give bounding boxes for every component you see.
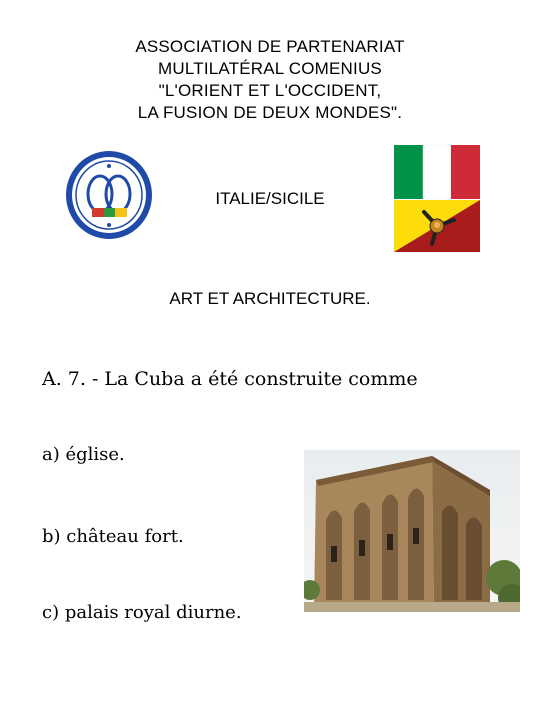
header-line-1: ASSOCIATION DE PARTENARIAT [135,37,405,56]
answer-option-a[interactable]: a) église. [42,444,125,465]
comenius-logo [64,150,154,240]
quiz-question: A. 7. - La Cuba a été construite comme [42,368,418,390]
header-line-4: LA FUSION DE DEUX MONDES". [137,103,403,122]
sicily-flag [394,200,480,252]
answer-option-c[interactable]: c) palais royal diurne. [42,602,242,623]
italy-flag [394,145,480,199]
header-line-3: "L'ORIENT ET L'OCCIDENT, [158,81,382,100]
association-header [0,36,540,124]
header-line-2: MULTILATÉRAL COMENIUS [158,59,382,78]
section-title: ART ET ARCHITECTURE. [169,289,371,308]
answer-option-b[interactable]: b) château fort. [42,526,184,547]
la-cuba-photo [304,450,520,612]
country-label: ITALIE/SICILE [215,189,325,208]
